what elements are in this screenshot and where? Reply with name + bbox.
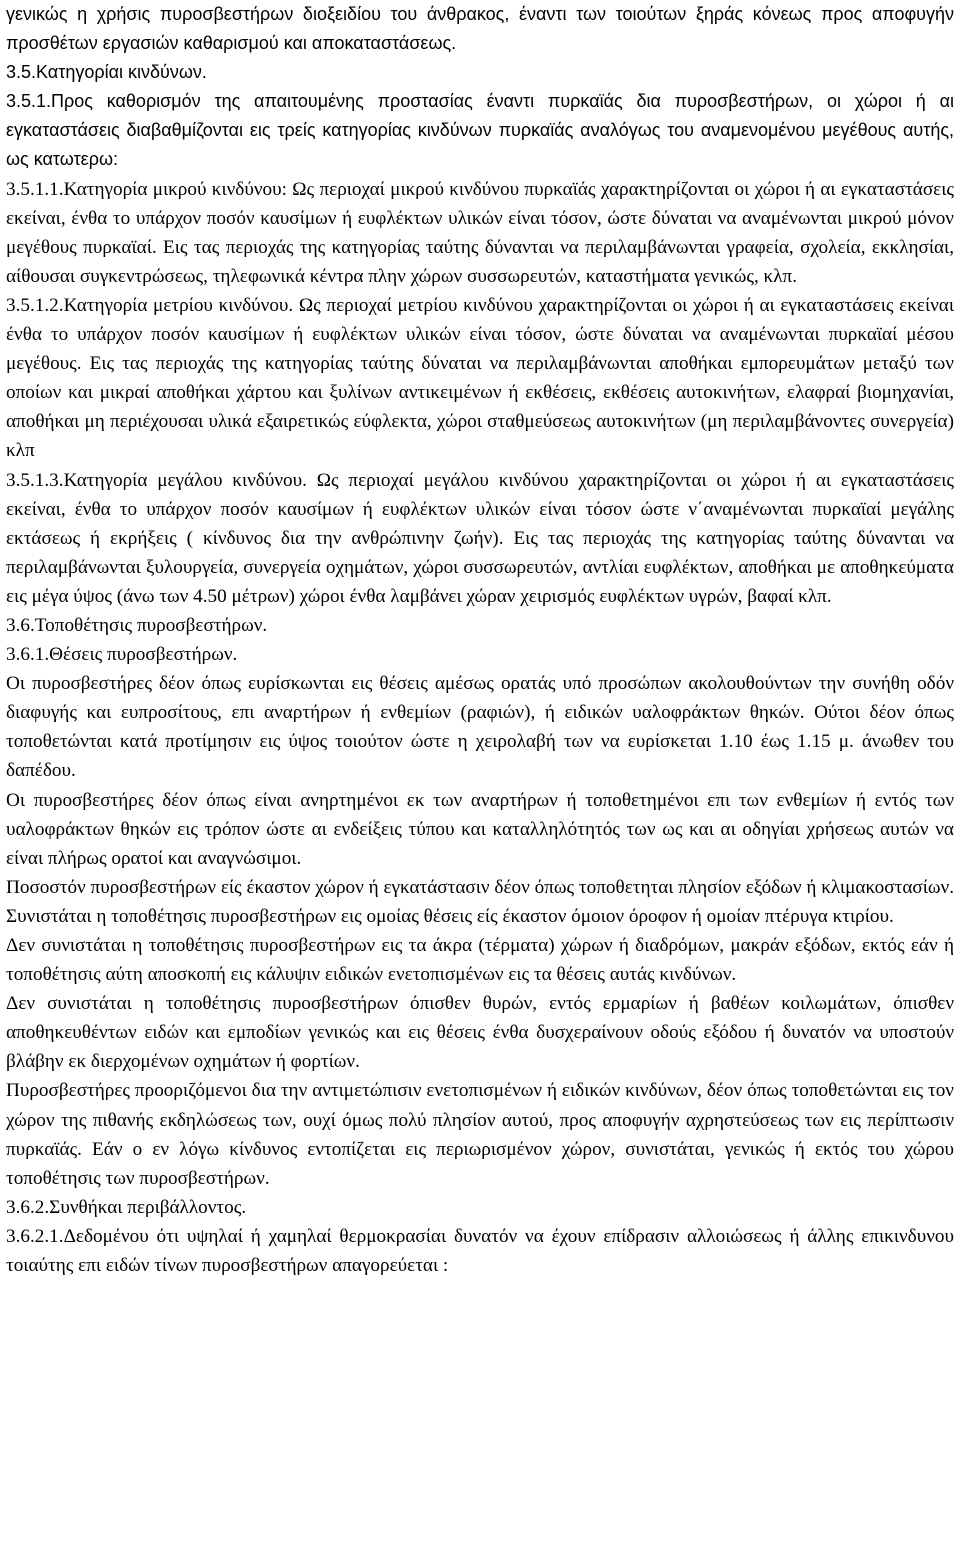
paragraph-3-5-1-3: 3.5.1.3.Κατηγορία μεγάλου κινδύνου. Ως περιοχαί μεγάλου κινδύνου χαρακτηρίζονται οι χώροι ή αι εγκαταστάσεις εκείναι, ένθα το υπάρχον ποσόν καυσίμων ή ευφλέκτων υλικών είναι τόσον ώστε ν΄αναμένωνται πυρκαϊαί μεγάλης εκτάσεως ή εκρήξεις ( κίνδυνος δια την ανθρώπινην ζωήν). Εις τας περιοχάς της κατηγορίας ταύτης δύνανται να περιλαμβάνωνται ξυλουργεία, συνεργεία οχημάτων, χώροι συσσωρευτών, αντλίαι ευφλέκτων, αποθήκαι με αποθηκεύματα εις μέγα ύψος (άνω των 4.50 μέτρων) χώροι ένθα λαμβάνει χώραν χειρισμός ευφλέκτων υγρών, βαφαί κλπ. — [6, 469, 954, 607]
paragraph-3-5-1-1: 3.5.1.1.Κατηγορία μικρού κινδύνου: Ως περιοχαί μικρού κινδύνου πυρκαϊάς χαρακτηρίζονται οι χώροι ή αι εγκαταστάσεις εκείναι, ένθα το υπάρχον ποσόν καυσίμων ή ευφλέκτων υλικών είναι τόσον, ώστε δύναται να αναμένωνται μικρού μόνον μεγέθους πυρκαϊαί. Εις τας περιοχάς της κατηγορίας ταύτης δύνανται να περιλαμβάνωνται γραφεία, σχολεία, εκκλησίαι, αίθουσαι συγκεντρώσεως, τηλεφωνικά κέντρα πλην χώρων συσσωρευτών, καταστήματα γενικώς, κλπ. — [6, 178, 954, 287]
paragraph-placement-obstructions: Δεν συνιστάται η τοποθέτησις πυροσβεστήρων όπισθεν θυρών, εντός ερμαρίων ή βαθέων κοιλωμάτων, όπισθεν αποθηκευθέντων ειδών και εμποδίων γενικώς και εις θέσεις ένθα δυσχεραίνουν οδούς εξόδου ή δυνατόν να υποστούν βλάβην εκ διερχομένων οχημάτων ή φορτίων. — [6, 993, 954, 1073]
heading-3-6-1: 3.6.1.Θέσεις πυροσβεστήρων. — [6, 644, 238, 666]
paragraph-placement-visibility: Οι πυροσβεστήρες δέον όπως ευρίσκωνται εις θέσεις αμέσως ορατάς υπό προσώπων ακολουθούντων την συνήθη οδόν διαφυγής και ευπροσίτους, επι αναρτήρων ή ενθεμίων (ραφιών), ή ειδικών υαλοφράκτων θηκών. Ούτοι δέον όπως τοποθετώνται κατά προτίμησιν εις ύψος τοιούτον ώστε η χειρολαβή των να ευρίσκεται 1.10 έως 1.15 μ. άνωθεν του δαπέδου. — [6, 673, 954, 782]
paragraph-placement-exits: Ποσοστόν πυροσβεστήρων είς έκαστον χώρον ή εγκατάστασιν δέον όπως τοποθετηται πλησίον εξόδων ή κλιμακοστασίων. Συνιστάται η τοποθέτησις πυροσβεστήρων εις ομοίας θέσεις είς έκαστον όμοιον όροφον ή ομοίαν πτέρυγα κτιρίου. — [6, 876, 954, 927]
paragraph-intro-continuation: γενικώς η χρήσις πυροσβεστήρων διοξειδίου του άνθρακος, έναντι των τοιούτων ξηράς κόνεως προς αποφυγήν προσθέτων εργασιών καθαρισμού και αποκαταστάσεως. — [6, 4, 954, 54]
paragraph-3-6-2-1: 3.6.2.1.Δεδομένου ότι υψηλαί ή χαμηλαί θερμοκρασίαι δυνατόν να έχουν επίδρασιν αλλοιώσεως ή άλλης επικινδυνου τοιαύτης επι ειδών τίνων πυροσβεστήρων απαγορεύεται : — [6, 1225, 954, 1277]
heading-3-5: 3.5.Κατηγορίαι κινδύνων. — [6, 62, 207, 83]
heading-3-6: 3.6.Τοποθέτησις πυροσβεστήρων. — [6, 614, 268, 636]
paragraph-3-5-1-2: 3.5.1.2.Κατηγορία μετρίου κινδύνου. Ως περιοχαί μετρίου κινδύνου χαρακτηρίζονται οι χώροι ή αι εγκαταστάσεις εκείναι ένθα το υπάρχον ποσόν καυσίμων ή ευφλέκτων υλικών είναι τόσον, ώστε δύναται να αναμένωνται πυρκαϊαί μέσου μεγέθους. Εις τας περιοχάς της κατηγορίας ταύτης δύναται να περιλαμβάνωνται αποθήκαι εμπορευμάτων μεταξύ των οποίων και μικραί αποθήκαι χάρτου και ξυλίνων αντικειμένων ή εκθέσεις, εκθέσεις αυτοκινήτων, ελαφραί βιομηχανίαι, αποθήκαι μη περιέχουσαι υλικά εξαιρετικώς εύφλεκτα, χώροι σταθμεύσεως αυτοκινήτων (μη περιλαμβάνοντες συνεργεία) κλπ — [6, 294, 954, 462]
paragraph-placement-special-hazards: Πυροσβεστήρες προοριζόμενοι δια την αντιμετώπισιν ενετοπισμένων ή ειδικών κινδύνων, δέον όπως τοποθετώνται εις τον χώρον της πιθανής εκδηλώσεως των, ουχί όμως πολύ πλησίον αυτού, προς αποφυγήν αχρηστεύσεως των εις περίπτωσιν πυρκαϊάς. Εάν ο εν λόγω κίνδυνος εντοπίζεται εις περιωρισμένον χώρον, συνιστάται, γενικώς ή εκτός του χώρου τοποθέτησις των πυροσβεστήρων. — [6, 1080, 954, 1189]
paragraph-placement-labels: Οι πυροσβεστήρες δέον όπως είναι ανηρτημένοι εκ των αναρτήρων ή τοποθετημένοι επι των ενθεμίων ή εντός των υαλοφράκτων θηκών εις τρόπον ώστε αι ενδείξεις τύπου και καταλληλότητός των ως και αι οδηγίαι χρήσεως αυτών να είναι πλήρως ορατοί και αναγνώσιμοι. — [6, 789, 954, 869]
paragraph-3-5-1: 3.5.1.Προς καθορισμόν της απαιτουμένης προστασίας έναντι πυρκαϊάς δια πυροσβεστήρων, οι χώροι ή αι εγκαταστάσεις διαβαθμίζονται εις τρείς κατηγορίας κινδύνων πυρκαϊάς αναλόγως του αναμενομένου μεγέθους αυτής, ως κατωτερω: — [6, 91, 954, 170]
heading-3-6-2: 3.6.2.Συνθήκαι περιβάλλοντος. — [6, 1196, 247, 1218]
paragraph-placement-ends: Δεν συνιστάται η τοποθέτησις πυροσβεστήρων εις τα άκρα (τέρματα) χώρων ή διαδρόμων, μακράν εξόδων, εκτός εάν ή τοποθέτησις αύτη αποσκοπή εις κάλυψιν ειδικών ενετοπισμένων εις τα θέσεις αυτάς κινδύνων. — [6, 935, 954, 986]
